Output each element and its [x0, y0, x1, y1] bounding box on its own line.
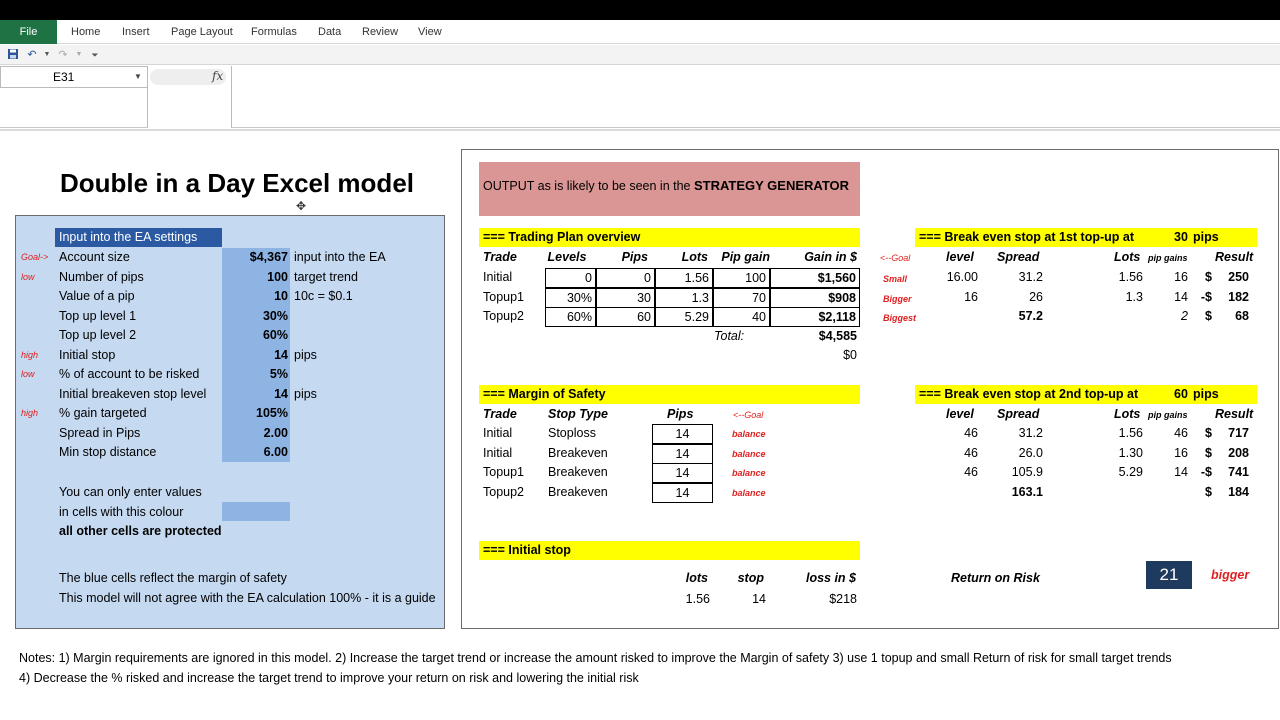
plan-cell: $2,118 [770, 307, 860, 327]
lots-value: 5.29 [1118, 465, 1143, 479]
info-text: in cells with this colour [59, 505, 184, 519]
col-header: pip gains [1148, 253, 1188, 263]
input-label: Min stop distance [59, 445, 157, 459]
plan-cell: 60 [596, 307, 655, 327]
file-tab[interactable]: File [0, 20, 57, 44]
trade-label: Topup2 [483, 484, 525, 499]
plan-cell: 0 [596, 268, 655, 288]
col-header: Result [1215, 407, 1254, 421]
input-label: Account size [59, 250, 130, 264]
margin-pips: 14 [652, 463, 713, 483]
plan-cell: 30% [545, 288, 596, 308]
lots-value: 1.56 [1118, 426, 1143, 440]
input-label: % of account to be risked [59, 367, 200, 381]
plan-cell: 30 [596, 288, 655, 308]
breakeven1-header [915, 228, 1257, 247]
zero-value: $0 [843, 348, 857, 362]
input-label: Value of a pip [59, 289, 135, 303]
input-note: pips [294, 348, 317, 362]
input-label: % gain targeted [59, 406, 147, 420]
initial-stop-lots: 1.56 [685, 592, 710, 606]
total-label: Total: [714, 329, 745, 343]
input-value: 105% [256, 406, 288, 420]
return-on-risk-label: Return on Risk [951, 571, 1040, 585]
plan-cell: $1,560 [770, 268, 860, 288]
input-header: Input into the EA settings [55, 228, 222, 247]
sign-value: $ [1205, 445, 1212, 460]
plan-cell: 1.56 [655, 268, 713, 288]
insert-function-icon[interactable]: fx [212, 69, 224, 83]
row-tag: Bigger [883, 293, 912, 304]
plan-cell: 0 [545, 268, 596, 288]
quick-access-toolbar [0, 45, 1280, 65]
col-header: stop [737, 571, 764, 585]
breakeven2-pips: 60 [1174, 387, 1188, 401]
plan-cell: 1.3 [655, 288, 713, 308]
balance-tag: balance [732, 448, 766, 459]
balance-tag: balance [732, 429, 766, 439]
col-header: Gain in $ [804, 250, 857, 264]
customize-toolbar-icon[interactable]: ⏷ [91, 50, 99, 60]
breakeven1-title: === Break even stop at 1st top-up at [919, 230, 1134, 244]
gain-value: 46 [1174, 426, 1188, 440]
row-tag: high [21, 408, 39, 418]
spread-value: 57.2 [1018, 309, 1043, 323]
result-value: 68 [1235, 309, 1249, 323]
result-value: 182 [1228, 289, 1249, 304]
chevron-down-icon[interactable]: ▼ [134, 72, 142, 81]
plan-cell: 70 [713, 288, 770, 308]
tab-review[interactable]: Review [362, 26, 399, 38]
level-value: 46 [964, 465, 978, 479]
input-label: Number of pips [59, 270, 144, 284]
save-icon[interactable] [6, 48, 20, 62]
undo-dropdown-icon[interactable]: ▼ [43, 51, 51, 58]
input-value: 100 [267, 270, 288, 284]
input-value: 14 [274, 387, 288, 401]
input-label: Initial stop [59, 348, 116, 362]
mouse-cursor-icon: ✥ [296, 199, 307, 213]
notes-line-2: 4) Decrease the % risked and increase the target trend to improve your return on risk and lowering the initial risk [19, 671, 639, 685]
gain-value: 16 [1174, 445, 1188, 460]
input-value: 2.00 [263, 426, 288, 440]
result-value: 717 [1228, 426, 1249, 440]
input-label: Initial breakeven stop level [59, 387, 207, 401]
info-text: This model will not agree with the EA calculation 100% - it is a guide [59, 591, 436, 605]
plan-cell: $908 [770, 288, 860, 308]
col-header: Lots [1114, 250, 1141, 264]
stop-type: Breakeven [548, 445, 608, 460]
goal-tag: <--Goal [733, 410, 764, 420]
margin-pips: 14 [652, 424, 713, 444]
col-header: Lots [681, 250, 708, 264]
col-header: Pip gain [721, 250, 770, 264]
gain-value: 2 [1181, 309, 1188, 323]
sheet-separator [0, 129, 1280, 131]
trade-label: Topup1 [483, 465, 525, 479]
breakeven2-unit: pips [1193, 387, 1219, 401]
tab-page-layout[interactable]: Page Layout [171, 26, 233, 38]
info-text: You can only enter values [59, 485, 202, 499]
input-note: 10c = $0.1 [294, 289, 353, 303]
title-bar [0, 0, 1280, 20]
sign-value: $ [1205, 426, 1212, 440]
breakeven1-unit: pips [1193, 230, 1219, 244]
col-header: Lots [1114, 407, 1141, 421]
trade-label: Initial [483, 445, 513, 460]
input-note: target trend [294, 270, 358, 284]
input-note: input into the EA [294, 250, 386, 264]
row-tag: low [21, 272, 35, 282]
level-value: 46 [964, 445, 978, 460]
trade-label: Topup2 [483, 309, 525, 323]
total-value: $4,585 [818, 329, 857, 343]
goal-tag: <--Goal [880, 253, 911, 263]
col-header: pip gains [1148, 410, 1188, 420]
notes-line-1: Notes: 1) Margin requirements are ignored in this model. 2) Increase the target trend or increase the amount risked to improve the Margin of safety 3) use 1 topup and small Return of risk for small target trends [19, 651, 1172, 665]
trade-label: Initial [483, 270, 513, 284]
sign-value: $ [1205, 309, 1212, 323]
col-header: Spread [997, 407, 1040, 421]
tab-insert[interactable]: Insert [122, 26, 150, 38]
spread-value: 26.0 [1018, 445, 1043, 460]
col-header: loss in $ [805, 571, 856, 585]
trade-label: Initial [483, 426, 513, 440]
name-box[interactable]: E31 [0, 66, 148, 88]
gain-value: 16 [1174, 270, 1188, 284]
name-box-area [0, 88, 148, 128]
input-value: 6.00 [263, 445, 288, 459]
spread-value: 105.9 [1011, 465, 1043, 479]
tab-home[interactable]: Home [71, 26, 101, 38]
row-tag: Small [883, 274, 908, 284]
gain-value: 14 [1174, 289, 1188, 304]
col-header: level [946, 250, 974, 264]
result-value: 208 [1228, 445, 1249, 460]
balance-tag: balance [732, 487, 766, 498]
row-tag: low [21, 369, 35, 379]
stop-type: Breakeven [548, 484, 608, 499]
input-label: Spread in Pips [59, 426, 141, 440]
plan-cell: 100 [713, 268, 770, 288]
info-text: The blue cells reflect the margin of safety [59, 571, 287, 585]
initial-stop-header: === Initial stop [479, 541, 860, 560]
spread-value: 163.1 [1011, 484, 1043, 499]
undo-icon[interactable]: ↶ [27, 49, 37, 61]
breakeven2-title: === Break even stop at 2nd top-up at [919, 387, 1139, 401]
col-header: Spread [997, 250, 1040, 264]
plan-cell: 5.29 [655, 307, 713, 327]
input-label: Top up level 2 [59, 328, 137, 342]
trade-label: Topup1 [483, 289, 525, 304]
breakeven2-header [915, 385, 1257, 404]
sign-value: -$ [1200, 465, 1212, 479]
result-value: 250 [1228, 270, 1249, 284]
result-value: 741 [1228, 465, 1249, 479]
col-header: level [946, 407, 974, 421]
col-header: Pips [621, 250, 648, 264]
input-label: Top up level 1 [59, 309, 137, 323]
tab-formulas[interactable]: Formulas [251, 26, 297, 38]
level-value: 16 [964, 289, 978, 304]
col-header: Result [1215, 250, 1254, 264]
lots-value: 1.3 [1125, 289, 1143, 304]
col-header: Trade [483, 250, 517, 264]
lots-value: 1.56 [1118, 270, 1143, 284]
breakeven1-pips: 30 [1174, 230, 1188, 244]
spread-value: 26 [1029, 289, 1043, 304]
stop-type: Breakeven [548, 465, 608, 479]
row-tag: high [21, 350, 39, 360]
plan-cell: 40 [713, 307, 770, 327]
spread-value: 31.2 [1018, 426, 1043, 440]
input-value: 30% [262, 309, 288, 323]
spread-value: 31.2 [1018, 270, 1043, 284]
redo-icon[interactable]: ↷ [58, 49, 68, 61]
input-value: 60% [262, 328, 288, 342]
initial-stop-pips: 14 [752, 592, 766, 606]
output-banner-text: OUTPUT as is likely to be seen in the [483, 179, 694, 193]
row-tag: Goal-> [21, 252, 49, 262]
sign-value: -$ [1200, 289, 1212, 304]
lots-value: 1.30 [1118, 445, 1143, 460]
level-value: 46 [964, 426, 978, 440]
balance-tag: balance [732, 468, 766, 478]
input-value: 5% [269, 367, 288, 381]
tab-view[interactable]: View [418, 26, 442, 38]
redo-dropdown-icon[interactable]: ▼ [75, 51, 83, 58]
output-banner [479, 162, 860, 216]
level-value: 16.00 [946, 270, 978, 284]
margin-pips: 14 [652, 483, 713, 503]
info-text: all other cells are protected [59, 524, 222, 538]
col-header: lots [685, 571, 708, 585]
initial-stop-loss: $218 [829, 592, 857, 606]
row-tag: Biggest [883, 313, 917, 323]
trading-plan-header: === Trading Plan overview [479, 228, 860, 247]
stop-type: Stoploss [548, 426, 596, 440]
margin-header: === Margin of Safety [479, 385, 860, 404]
editable-colour-swatch [222, 502, 290, 521]
return-on-risk-tag: bigger [1211, 568, 1250, 582]
input-value: $4,367 [249, 250, 288, 264]
page-title: Double in a Day Excel model [60, 168, 414, 198]
sign-value: $ [1205, 484, 1212, 499]
col-header: Stop Type [548, 407, 608, 421]
col-header: Pips [667, 407, 694, 421]
plan-cell: 60% [545, 307, 596, 327]
col-header: Trade [483, 407, 517, 421]
col-header: Levels [547, 250, 587, 264]
gain-value: 14 [1174, 465, 1188, 479]
tab-data[interactable]: Data [318, 26, 342, 38]
output-banner-bold: STRATEGY GENERATOR [693, 178, 850, 193]
input-value: 14 [274, 348, 288, 362]
result-value: 184 [1228, 484, 1249, 499]
margin-pips: 14 [652, 444, 713, 464]
input-value: 10 [274, 289, 288, 303]
formula-input[interactable] [232, 66, 1280, 128]
return-on-risk-value: 21 [1146, 561, 1192, 589]
input-note: pips [294, 387, 317, 401]
sign-value: $ [1205, 270, 1212, 284]
